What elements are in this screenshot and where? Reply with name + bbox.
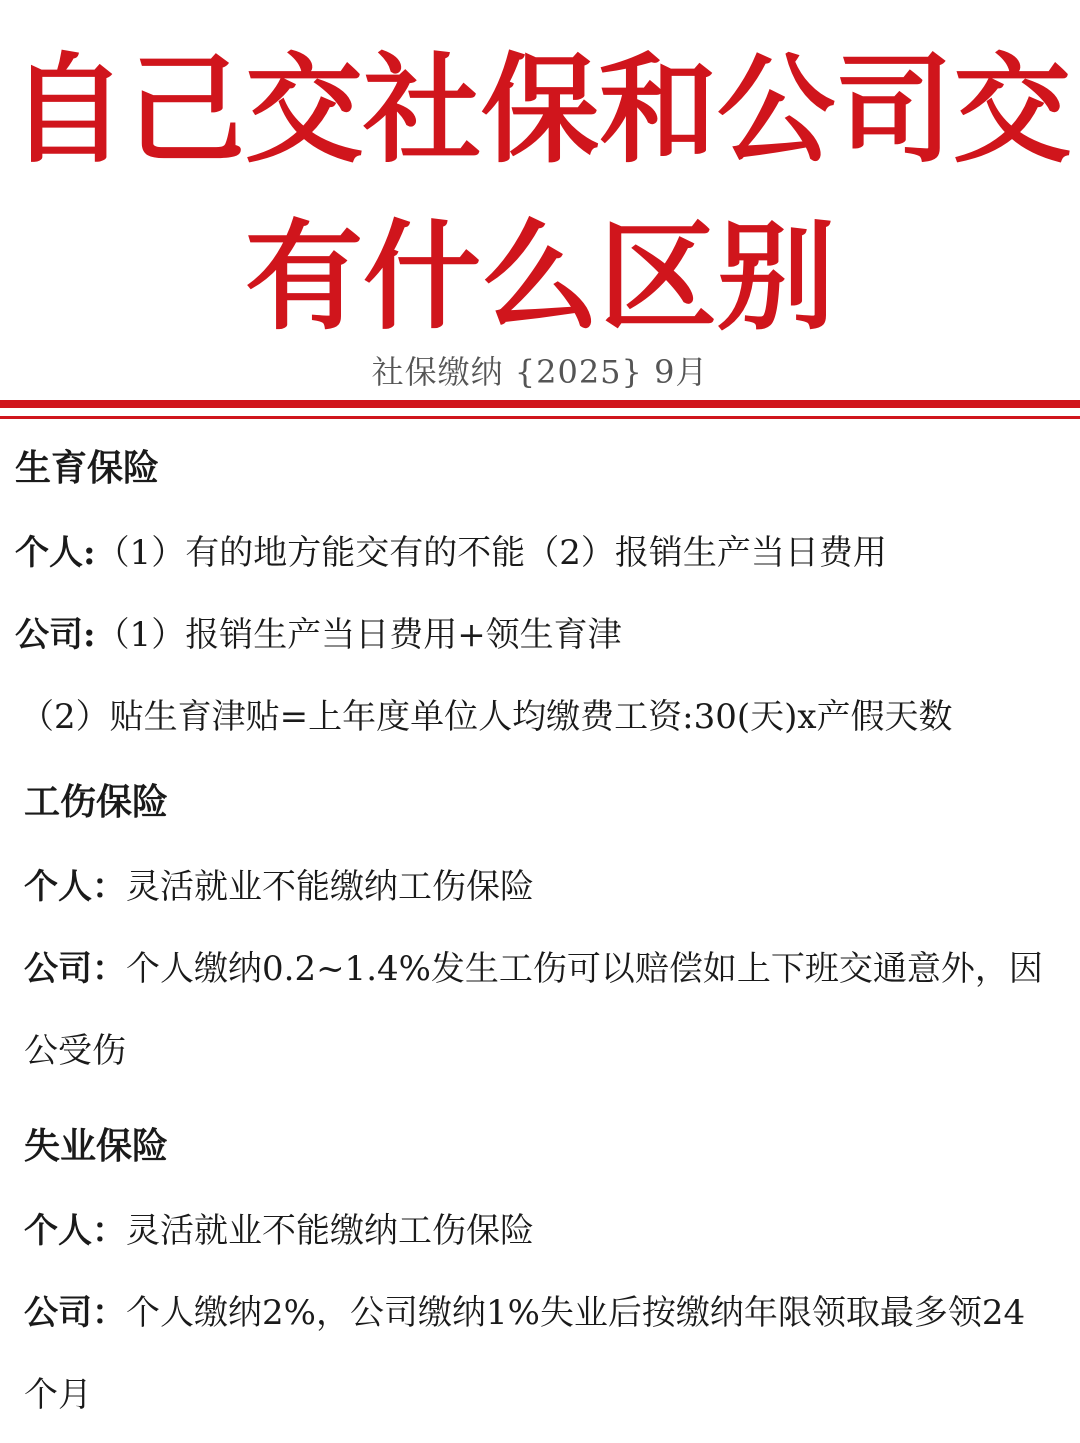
personal-text: （1）有的地方能交有的不能（2）报销生产当日费用 [95,533,887,573]
injury-company-row [24,947,1043,991]
header-divider-thin [0,416,1080,419]
page-title-line-1: 自己交社保和公司交 [8,41,1071,179]
company-label: 公司： [24,1293,126,1333]
maternity-personal-row [15,531,887,575]
injury-company-row-cont: 公受伤 [24,1031,126,1071]
section-heading-unemployment: 失业保险 [24,1125,169,1167]
company-text: 个人缴纳0.2~1.4%发生工伤可以赔偿如上下班交通意外，因 [126,949,1043,989]
personal-label: 个人: [15,533,96,573]
header-divider-thick [0,400,1080,408]
unemployment-company-row [24,1291,1025,1335]
section-heading-injury: 工伤保险 [24,781,169,823]
company-label: 公司: [15,615,96,655]
maternity-company-row-cont: （2）贴生育津贴=上年度单位人均缴费工资:30(天)x产假天数 [20,697,953,737]
company-text: 个人缴纳2%，公司缴纳1%失业后按缴纳年限领取最多领24 [126,1293,1026,1333]
unemployment-personal-row [24,1209,534,1253]
personal-label: 个人： [24,867,126,907]
maternity-company-row [15,613,622,657]
section-heading-maternity: 生育保险 [15,447,160,489]
personal-text: 灵活就业不能缴纳工伤保险 [126,1211,534,1251]
personal-text: 灵活就业不能缴纳工伤保险 [126,867,534,907]
personal-label: 个人： [24,1211,126,1251]
injury-personal-row [24,865,534,909]
unemployment-company-row-cont: 个月 [24,1375,92,1415]
page-subtitle: 社保缴纳 {2025} 9月 [371,353,709,391]
page-title-line-2: 有什么区别 [244,208,835,346]
company-label: 公司： [24,949,126,989]
company-text: （1）报销生产当日费用+领生育津 [95,615,622,655]
